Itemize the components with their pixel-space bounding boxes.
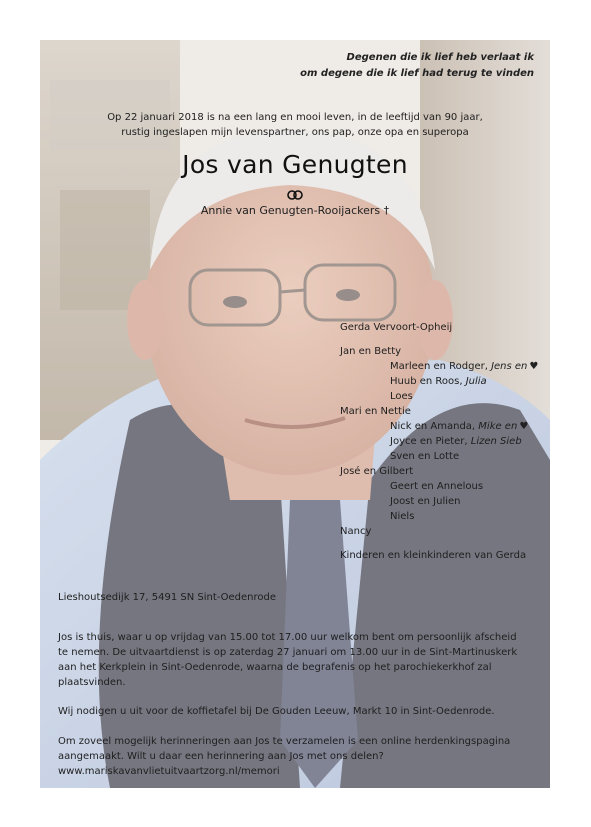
- family-member-names: José en Gilbert: [340, 466, 414, 477]
- paragraph-line: aangemaakt. Wilt u daar een herinnering aan Jos met ons delen?: [58, 751, 384, 762]
- family-member-names: Joost en Julien: [390, 496, 461, 507]
- family-grandchildren: Julia: [465, 376, 487, 387]
- announcement-intro: [40, 110, 550, 140]
- paragraph-line: plaatsvinden.: [58, 677, 126, 688]
- family-gap: [340, 335, 538, 344]
- family-member-names: Kinderen en kleinkinderen van Gerda: [340, 550, 527, 561]
- partner-name: Annie van Genugten-Rooijackers †: [200, 204, 390, 217]
- coffee-paragraph: [58, 704, 536, 719]
- memorial-paragraph: [58, 734, 536, 779]
- paragraph-line: Om zoveel mogelijk herinneringen aan Jos te verzamelen is een online herdenkingspagina: [58, 736, 511, 747]
- family-member: [340, 524, 538, 539]
- family-member: [340, 434, 538, 449]
- family-member-names: Nick en Amanda,: [390, 421, 479, 432]
- address: Lieshoutsedijk 17, 5491 SN Sint-Oedenrode: [58, 592, 277, 603]
- memorial-link[interactable]: www.mariskavanvlietuitvaartzorg.nl/memori: [58, 766, 280, 777]
- family-list: [340, 320, 538, 563]
- wedding-rings-icon: [286, 190, 304, 200]
- family-member-names: Joyce en Pieter,: [390, 436, 471, 447]
- family-member-names: Geert en Annelous: [390, 481, 484, 492]
- family-member: [340, 494, 538, 509]
- family-member: [340, 449, 538, 464]
- paragraph-line: Wij nodigen u uit voor de koffietafel bij De Gouden Leeuw, Markt 10 in Sint-Oedenrode.: [58, 706, 495, 717]
- motto-line: om degene die ik lief had terug te vinden: [300, 68, 534, 79]
- heart-icon: ♥: [529, 361, 539, 372]
- family-member-names: Nancy: [340, 526, 372, 537]
- family-member: [340, 320, 538, 335]
- family-member: [340, 509, 538, 524]
- family-member-names: Mari en Nettie: [340, 406, 411, 417]
- family-member-names: Marleen en Rodger,: [390, 361, 492, 372]
- motto: [300, 50, 534, 82]
- family-member: [340, 359, 538, 374]
- family-member-names: Sven en Lotte: [390, 451, 460, 462]
- family-grandchildren: Jens en: [491, 361, 528, 372]
- visitation-paragraph: [58, 630, 536, 690]
- obituary-card: [40, 40, 550, 788]
- family-gap: [340, 539, 538, 548]
- family-grandchildren: Lizen Sieb: [470, 436, 522, 447]
- paragraph-line: Jos is thuis, waar u op vrijdag van 15.00 tot 17.00 uur welkom bent om persoonlijk afscheid: [58, 632, 517, 643]
- family-member: [340, 464, 538, 479]
- family-member: [340, 479, 538, 494]
- deceased-name: Jos van Genugten: [182, 150, 408, 179]
- intro-line: rustig ingeslapen mijn levenspartner, ons pap, onze opa en superopa: [121, 127, 469, 138]
- family-member: [340, 548, 538, 563]
- paragraph-line: aan het Kerkplein in Sint-Oedenrode, waarna de begrafenis op het parochiekerkhof zal: [58, 662, 492, 673]
- paragraph-line: te nemen. De uitvaartdienst is op zaterdag 27 januari om 13.00 uur in de Sint-Martinuskerk: [58, 647, 518, 658]
- family-member-names: Jan en Betty: [340, 346, 402, 357]
- motto-line: Degenen die ik lief heb verlaat ik: [346, 52, 534, 63]
- family-member: [340, 389, 538, 404]
- family-member: [340, 344, 538, 359]
- family-member-names: Niels: [390, 511, 415, 522]
- family-member: [340, 374, 538, 389]
- family-member: [340, 404, 538, 419]
- family-member-names: Loes: [390, 391, 413, 402]
- intro-line: Op 22 januari 2018 is na een lang en mooi leven, in de leeftijd van 90 jaar,: [107, 112, 483, 123]
- family-member: [340, 419, 538, 434]
- family-member-names: Gerda Vervoort-Opheij: [340, 322, 453, 333]
- family-grandchildren: Mike en: [478, 421, 518, 432]
- heart-icon: ♥: [519, 421, 529, 432]
- family-member-names: Huub en Roos,: [390, 376, 466, 387]
